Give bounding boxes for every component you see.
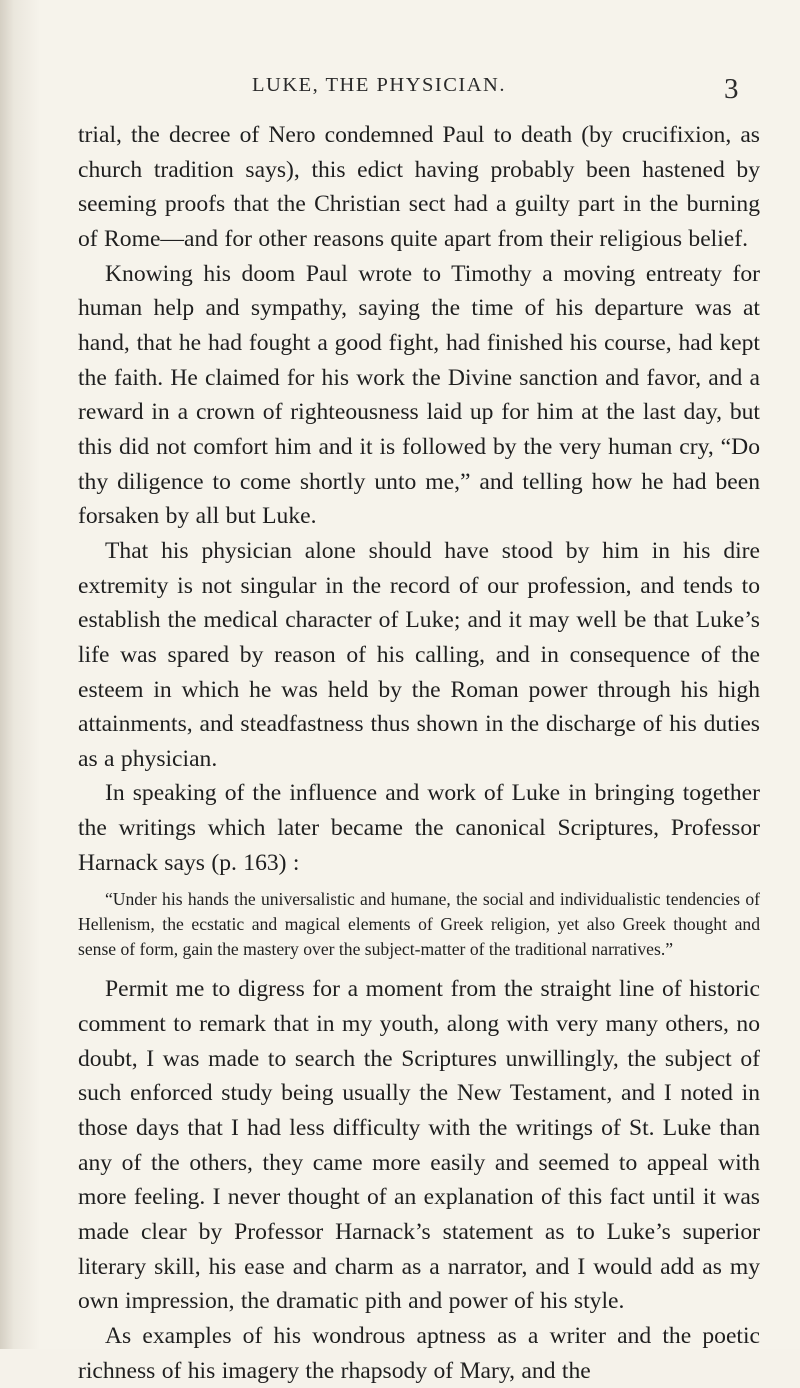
paragraph-examples: As examples of his wondrous aptness as a writer and the poetic richness of his imagery the rhapsody of Mary, and the: [78, 1323, 760, 1384]
paragraph-paul-letter: Knowing his doom Paul wrote to Timothy a moving entreaty for human help and sympathy, saying the time of his departure was at hand, that he had fought a good fight, had finished his course, had kept the faith. He claimed for his work the Divine sanction and favor, and a reward in a crown of righteousness laid up for him at the last day, but this did not comfort him and it is followed by the very human cry, “Do thy diligence to come shortly unto me,” and telling how he had been forsaken by all but Luke.: [78, 260, 760, 530]
paragraph-continuation: trial, the decree of Nero condemned Paul to death (by crucifixion, as church tradition says), this edict having probably been hastened by seeming proofs that the Christian sect had a guilty part in the burning of Rome—and for other reasons quite apart from their religious belief.: [78, 122, 760, 252]
paragraph-harnack-intro: In speaking of the influence and work of Luke in bringing together the writings which later became the canonical Scriptures, Professor Harnack says (p. 163) :: [78, 780, 760, 876]
block-quote: “Under his hands the universalistic and humane, the social and individualistic tendencies of Hellenism, the ecstatic and magical elements of Greek religion, yet also Greek thought and sense of form, gain the mastery over the subject-matter of the traditional narratives.”: [78, 889, 760, 960]
paragraph-digression: Permit me to digress for a moment from the straight line of historic comment to remark that in my youth, along with very many others, no doubt, I was made to search the Scriptures unwillingly, the subject of such enforced study being usually the New Testament, and I noted in those days that I had less difficulty with the writings of St. Luke than any of the others, they came more easily and seemed to appeal with more feeling. I never thought of an explanation of this fact until it was made clear by Professor Harnack’s statement as to Luke’s superior literary skill, his ease and charm as a narrator, and I would add as my own impression, the dramatic pith and power of his style.: [78, 976, 760, 1315]
body-text: [78, 118, 760, 1388]
page-number: 3: [724, 73, 739, 105]
running-head: [0, 68, 800, 108]
paragraph-physician: That his physician alone should have stood by him in his dire extremity is not singular in the record of our profession, and tends to establish the medical character of Luke; and it may well be that Luke’s life was spared by reason of his calling, and in consequence of the esteem in which he was held by the Roman power through his high attainments, and steadfastness thus shown in the discharge of his duties as a physician.: [78, 537, 760, 772]
running-title: LUKE, THE PHYSICIAN.: [252, 74, 506, 96]
